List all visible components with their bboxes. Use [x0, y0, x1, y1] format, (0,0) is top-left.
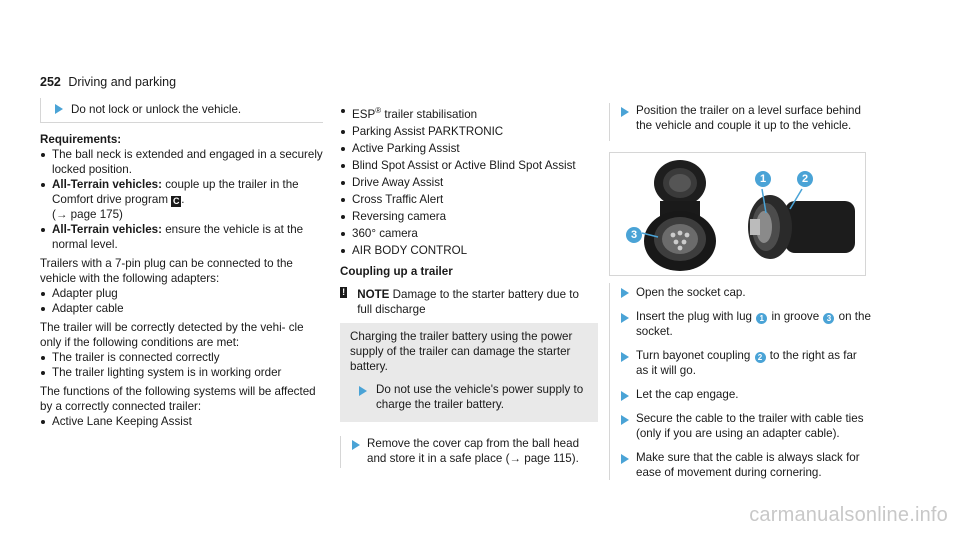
- step-arrow-icon: [359, 386, 367, 396]
- step-text: Position the trailer on a level surface behind the vehicle and couple it up to the vehicle.: [636, 104, 861, 132]
- conditions-list: [40, 350, 323, 380]
- list-item: [340, 103, 598, 122]
- list-item: 360° camera: [340, 226, 598, 241]
- registered-mark: ®: [375, 106, 382, 115]
- socket-open-image: [642, 160, 716, 271]
- list-item: Adapter plug: [40, 286, 323, 301]
- page-reference[interactable]: (→ page 175): [52, 208, 123, 221]
- step-item: [610, 103, 871, 133]
- lock-step-box: [40, 98, 323, 123]
- note-title: Damage to the starter battery due to full discharge: [357, 287, 579, 316]
- callout-1-inline: 1: [756, 313, 767, 324]
- note-heading: [357, 287, 592, 317]
- list-item: AIR BODY CONTROL: [340, 243, 598, 258]
- step-item: [610, 411, 871, 441]
- esp-text: trailer stabilisation: [384, 107, 478, 121]
- note-header: [340, 287, 598, 323]
- list-item: [40, 222, 323, 252]
- adapters-list: [40, 286, 323, 316]
- step-item: [610, 450, 871, 480]
- plug-image: [748, 189, 855, 259]
- req-label: All-Terrain vehicles:: [52, 223, 162, 236]
- list-item: Cross Traffic Alert: [340, 192, 598, 207]
- step-text: Secure the cable to the trailer with cable ties (only if you are using an adapter cable).: [636, 412, 864, 440]
- steps-box: [609, 283, 871, 480]
- note-step: [350, 382, 588, 412]
- step-arrow-icon: [621, 454, 629, 464]
- list-item: Adapter cable: [40, 301, 323, 316]
- step-text: Insert the plug with lug: [636, 310, 753, 323]
- section-title: Driving and parking: [68, 75, 177, 89]
- note-label: NOTE: [357, 287, 390, 301]
- list-item: Blind Spot Assist or Active Blind Spot Assist: [340, 158, 598, 173]
- remove-step-box: [340, 436, 598, 468]
- step-text: Let the cap engage.: [636, 388, 739, 401]
- step-text: on the socket.: [636, 310, 871, 338]
- socket-drawing: [610, 153, 865, 275]
- step-text: Make sure that the cable is always slack for ease of movement during cornering.: [636, 451, 860, 479]
- step-arrow-icon: [621, 288, 629, 298]
- column-2: [340, 103, 598, 468]
- callout-1: 1: [755, 171, 771, 187]
- socket-illustration: [609, 152, 866, 276]
- step-arrow-icon: [55, 104, 63, 114]
- list-item: [40, 147, 323, 177]
- column-1: [40, 98, 323, 429]
- watermark: carmanualsonline.info: [749, 504, 948, 526]
- adapters-intro: Trailers with a 7-pin plug can be connected to the vehicle with the following adapters:: [40, 257, 293, 285]
- warning-icon: !: [340, 287, 347, 298]
- functions-intro: The functions of the following systems will be affected by a correctly connected trailer:: [40, 385, 316, 413]
- step-arrow-icon: [621, 352, 629, 362]
- step-arrow-icon: [621, 313, 629, 323]
- detect-intro: The trailer will be correctly detected by the vehi- cle only if the following conditions are met:: [40, 321, 304, 349]
- step-text: to the right as far as it will go.: [636, 349, 857, 377]
- list-item: The trailer is connected correctly: [40, 350, 323, 365]
- req-text: couple up the trailer in the Comfort drive program: [52, 178, 299, 206]
- requirements-list: [40, 147, 323, 252]
- comfort-program-icon: C: [172, 196, 180, 206]
- step-arrow-icon: [621, 391, 629, 401]
- step-text: Open the socket cap.: [636, 286, 746, 299]
- column-3: [609, 103, 871, 141]
- req-text: The ball neck is extended and engaged in a securely locked position.: [52, 148, 323, 176]
- page-header: [40, 75, 176, 90]
- note-text: Charging the trailer battery using the power supply of the trailer can damage the starter battery.: [350, 329, 573, 373]
- step-arrow-icon: [621, 107, 629, 117]
- callout-2-inline: 2: [755, 352, 766, 363]
- position-step-box: [609, 103, 871, 141]
- step-text: Turn bayonet coupling: [636, 349, 751, 362]
- coupling-title: Coupling up a trailer: [340, 264, 453, 278]
- list-item: Active Lane Keeping Assist: [40, 414, 323, 429]
- step-item: [41, 102, 323, 117]
- note-box: [340, 287, 598, 422]
- step-arrow-icon: [352, 440, 360, 450]
- esp-label: ESP: [352, 107, 376, 121]
- step-item: [610, 387, 871, 402]
- functions-list-start: [40, 414, 323, 429]
- step-item: [610, 348, 871, 378]
- step-text: Remove the cover cap from the ball head and store it in a safe place (→ page 115).: [367, 436, 580, 465]
- step-item: [610, 309, 871, 339]
- callout-2: 2: [797, 171, 813, 187]
- callout-3-inline: 3: [823, 313, 834, 324]
- list-item: Parking Assist PARKTRONIC: [340, 124, 598, 139]
- callout-3: 3: [626, 227, 642, 243]
- list-item: [40, 177, 323, 222]
- list-item: Active Parking Assist: [340, 141, 598, 156]
- page-number: 252: [40, 75, 61, 89]
- req-text: ensure the vehicle is at the normal level.: [52, 223, 304, 251]
- step-arrow-icon: [621, 415, 629, 425]
- list-item: Drive Away Assist: [340, 175, 598, 190]
- note-body: [340, 323, 598, 422]
- column-3-steps: [609, 283, 871, 480]
- step-text: Do not lock or unlock the vehicle.: [71, 103, 242, 116]
- step-item: [610, 283, 871, 300]
- step-item: [341, 436, 598, 466]
- step-text: in groove: [771, 310, 820, 323]
- req-text-end: .: [181, 193, 185, 206]
- functions-list: [340, 103, 598, 258]
- list-item: The trailer lighting system is in working order: [40, 365, 323, 380]
- req-label: All-Terrain vehicles:: [52, 178, 162, 191]
- step-text: Do not use the vehicle's power supply to charge the trailer battery.: [376, 382, 584, 411]
- list-item: Reversing camera: [340, 209, 598, 224]
- requirements-title: Requirements:: [40, 133, 122, 146]
